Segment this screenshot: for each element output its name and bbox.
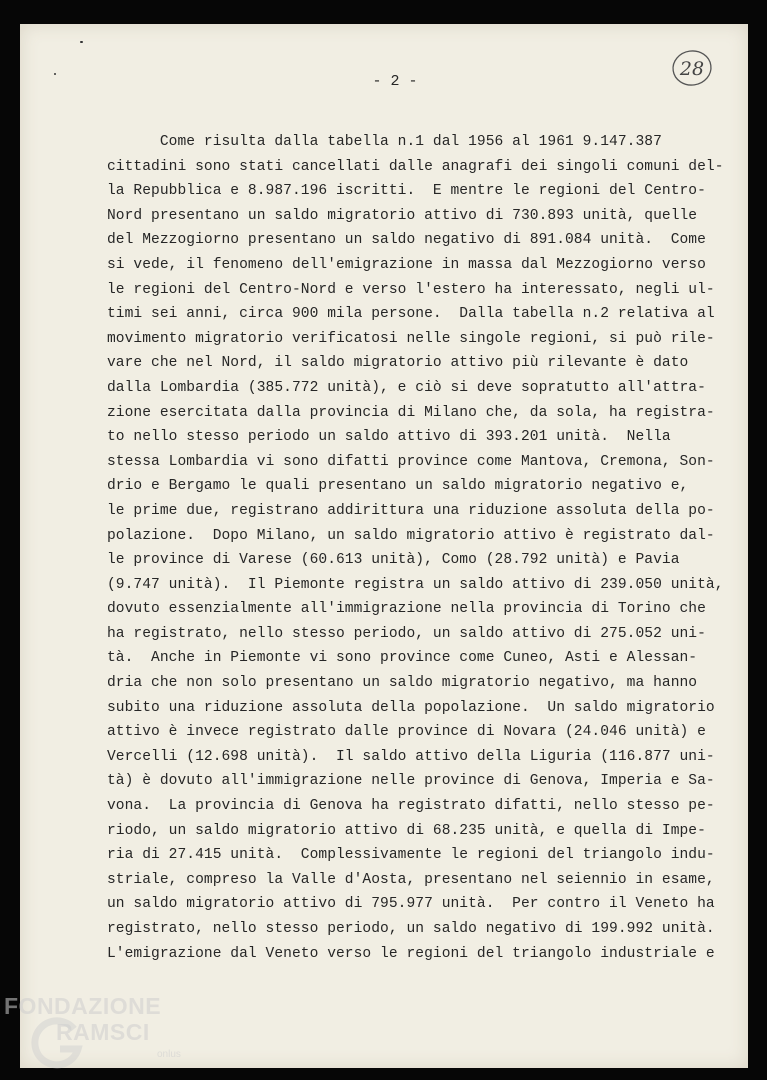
text-line: to nello stesso periodo un saldo attivo di 393.201 unità. Nella <box>107 429 671 446</box>
text-line: le prime due, registrano addirittura una riduzione assoluta della po- <box>107 502 715 519</box>
text-line: vare che nel Nord, il saldo migratorio attivo più rilevante è dato <box>107 355 689 372</box>
text-line: (9.747 unità). Il Piemonte registra un saldo attivo di 239.050 unità, <box>107 576 724 593</box>
text-line: le province di Varese (60.613 unità), Como (28.792 unità) e Pavia <box>107 552 680 569</box>
text-line: Vercelli (12.698 unità). Il saldo attivo della Liguria (116.877 uni- <box>107 748 715 765</box>
text-line: le regioni del Centro-Nord e verso l'estero ha interessato, negli ul- <box>107 281 715 298</box>
text-line: timi sei anni, circa 900 mila persone. Dalla tabella n.2 relativa al <box>107 306 715 323</box>
text-line: la Repubblica e 8.987.196 iscritti. E mentre le regioni del Centro- <box>107 183 706 200</box>
text-line: L'emigrazione dal Veneto verso le regioni del triangolo industriale e <box>107 945 715 962</box>
text-line: dria che non solo presentano un saldo migratorio negativo, ma hanno <box>107 675 698 692</box>
document-body <box>107 130 747 966</box>
text-line: polazione. Dopo Milano, un saldo migratorio attivo è registrato dal- <box>107 527 715 544</box>
folio-text: 28 <box>679 58 705 80</box>
text-line: ria di 27.415 unità. Complessivamente le regioni del triangolo indu- <box>107 847 715 864</box>
text-line: registrato, nello stesso periodo, un saldo negativo di 199.992 unità. <box>107 921 715 937</box>
ink-speck <box>80 41 83 43</box>
text-line: ha registrato, nello stesso periodo, un saldo attivo di 275.052 uni- <box>107 625 706 642</box>
text-line: striale, compreso la Valle d'Aosta, presentano nel seiennio in esame, <box>107 871 715 888</box>
text-line: si vede, il fenomeno dell'emigrazione in massa dal Mezzogiorno verso <box>107 256 706 273</box>
text-line: cittadini sono stati cancellati dalle anagrafi dei singoli comuni del- <box>107 158 724 175</box>
text-line: attivo è invece registrato dalle province di Novara (24.046 unità) e <box>107 724 706 741</box>
text-line: movimento migratorio verificatosi nelle singole regioni, si può rile- <box>107 330 715 347</box>
text-line: Nord presentano un saldo migratorio attivo di 730.893 unità, quelle <box>107 207 698 224</box>
text-line: stessa Lombardia vi sono difatti province come Mantova, Cremona, Son- <box>107 453 715 470</box>
handwritten-folio-number <box>670 48 714 88</box>
page-number: - 2 - <box>372 73 418 90</box>
text-line: tà) è dovuto all'immigrazione nelle province di Genova, Imperia e Sa- <box>107 773 715 790</box>
text-line: tà. Anche in Piemonte vi sono province come Cuneo, Asti e Alessan- <box>107 650 698 667</box>
text-line: dovuto essenzialmente all'immigrazione nella provincia di Torino che <box>107 601 706 618</box>
text-line: vona. La provincia di Genova ha registrato difatti, nello stesso pe- <box>107 798 715 815</box>
text-line: drio e Bergamo le quali presentano un saldo migratorio negativo e, <box>107 478 689 495</box>
ink-speck <box>54 73 56 75</box>
watermark-line2: RAMSCI <box>56 1019 150 1045</box>
text-line: del Mezzogiorno presentano un saldo negativo di 891.084 unità. Come <box>107 232 706 249</box>
text-line: dalla Lombardia (385.772 unità), e ciò si deve sopratutto all'attra- <box>107 379 706 396</box>
fondazione-gramsci-watermark <box>4 993 194 1073</box>
text-line: riodo, un saldo migratorio attivo di 68.235 unità, e quella di Impe- <box>107 822 706 839</box>
document-page <box>20 24 748 1068</box>
text-line: Come risulta dalla tabella n.1 dal 1956 al 1961 9.147.387 <box>107 134 662 150</box>
text-line: zione esercitata dalla provincia di Milano che, da sola, ha registra- <box>107 404 715 421</box>
watermark-suffix: onlus <box>157 1049 181 1060</box>
watermark-line1: FONDAZIONE <box>4 993 162 1019</box>
text-line: un saldo migratorio attivo di 795.977 unità. Per contro il Veneto ha <box>107 896 715 913</box>
text-line: subito una riduzione assoluta della popolazione. Un saldo migratorio <box>107 699 715 716</box>
